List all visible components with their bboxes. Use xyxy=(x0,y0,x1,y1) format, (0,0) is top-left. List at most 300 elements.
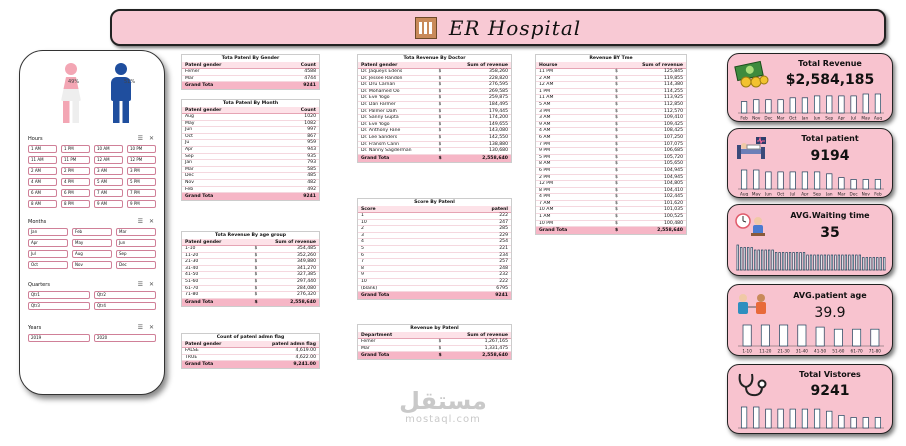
cell-number: 4,622.00 xyxy=(295,354,316,360)
cell-number: 228,820 xyxy=(489,75,508,81)
hour-chip[interactable]: 1 AM xyxy=(28,145,57,153)
cell-value xyxy=(251,279,320,285)
cell-number: 229 xyxy=(499,232,508,238)
sparkline-bar xyxy=(766,100,771,113)
cell-label: 5 PM xyxy=(539,154,551,160)
pivot-age-group xyxy=(181,231,320,307)
cell-number: 109,425 xyxy=(664,121,683,127)
currency-symbol: $ xyxy=(438,115,442,121)
cell-number: 114,380 xyxy=(664,82,683,88)
cell-label: Dr. Nanny Sagderman xyxy=(361,148,412,154)
table-row xyxy=(358,135,511,142)
pivot-hour xyxy=(535,54,687,235)
sparkline-bar xyxy=(778,172,783,189)
table-row xyxy=(182,348,319,355)
cell-label: 11 PM xyxy=(539,69,554,74)
cell-value xyxy=(251,69,320,75)
hour-chip[interactable]: 6 AM xyxy=(28,189,57,197)
hour-chip[interactable]: 12 AM xyxy=(94,156,123,164)
sparkline-bar xyxy=(827,174,832,189)
cell-label: 4 xyxy=(361,239,364,245)
pivot-month xyxy=(181,99,320,201)
cell-value xyxy=(435,239,512,245)
month-chip[interactable]: Dec xyxy=(116,261,156,269)
currency-symbol: $ xyxy=(254,246,258,251)
cell-number: 125,845 xyxy=(664,69,683,74)
sparkline-label: Oct xyxy=(776,191,785,196)
pivot-header xyxy=(358,206,511,213)
cell-value xyxy=(251,147,320,153)
grand-total-row xyxy=(358,292,511,299)
currency-symbol: $ xyxy=(438,82,442,88)
table-row xyxy=(182,147,319,154)
doctor-consult-icon xyxy=(734,291,770,319)
sparkline-bar xyxy=(740,248,742,271)
gender-figure xyxy=(28,57,156,129)
cell-value xyxy=(435,155,512,162)
sparkline-label: Dec xyxy=(764,115,773,120)
cell-number: 943 xyxy=(307,146,316,152)
money-icon xyxy=(734,60,770,88)
sparkline-bar xyxy=(824,255,826,270)
table-row xyxy=(358,128,511,135)
cell-label: Sep xyxy=(185,153,194,159)
cell-value xyxy=(435,95,512,101)
currency-symbol: $ xyxy=(615,82,618,88)
table-row xyxy=(358,239,511,246)
quarter-chip[interactable]: Qtr1 xyxy=(28,291,90,299)
cell-value xyxy=(435,69,512,75)
cell-value xyxy=(611,207,686,213)
currency-symbol: $ xyxy=(615,88,618,94)
pivot-header xyxy=(358,62,511,69)
months-slicer xyxy=(28,228,156,269)
table-row xyxy=(536,135,686,142)
sparkline-bar xyxy=(875,94,880,113)
hour-chip[interactable]: 4 PM xyxy=(61,178,90,186)
sparkline-bar xyxy=(866,258,868,271)
currency-symbol: $ xyxy=(438,128,442,134)
cell-label: 7 AM xyxy=(539,200,551,206)
table-row xyxy=(182,355,319,362)
currency-symbol: $ xyxy=(438,75,442,81)
cell-label: 11-20 xyxy=(185,252,199,258)
table-row xyxy=(536,102,686,109)
table-row xyxy=(358,220,511,227)
sparkline-bar xyxy=(798,325,806,346)
cell-number: 341,270 xyxy=(297,265,316,271)
currency-symbol: $ xyxy=(438,155,442,161)
cell-value xyxy=(435,109,512,115)
sparkline-label: 11-20 xyxy=(759,348,772,353)
hour-chip[interactable]: 7 AM xyxy=(94,189,123,197)
cell-value xyxy=(611,142,686,148)
cell-number: 1,267,165 xyxy=(484,339,508,344)
sparkline-bar xyxy=(831,255,833,270)
grand-total-row xyxy=(358,352,511,359)
months-slicer-title: Months xyxy=(28,218,47,225)
currency-symbol: $ xyxy=(438,95,442,101)
month-chip[interactable]: Nov xyxy=(72,261,112,269)
cell-number: 269,585 xyxy=(489,88,508,94)
cell-value xyxy=(611,82,686,88)
column-header[interactable]: Patenl gender xyxy=(185,63,222,68)
cell-label: 4 AM xyxy=(539,128,551,134)
column-header[interactable]: Patenl gender xyxy=(361,63,398,68)
sparkline-bar xyxy=(859,255,861,270)
cell-number: 276,320 xyxy=(297,292,316,298)
sparkline-bar xyxy=(754,407,759,428)
pivot-title: Tota Revenue By Doctor xyxy=(403,56,466,61)
cell-number: 184,495 xyxy=(489,101,508,107)
cell-label: 51-60 xyxy=(185,278,199,284)
filter-clear-icon[interactable]: ☰ ✕ xyxy=(137,218,156,225)
hour-chip[interactable]: 2 PM xyxy=(61,167,90,175)
currency-symbol: $ xyxy=(615,69,618,74)
currency-symbol: $ xyxy=(615,214,618,220)
month-chip[interactable]: Feb xyxy=(72,228,112,236)
cell-label: 2 xyxy=(361,226,364,232)
hour-chip[interactable]: 4 AM xyxy=(28,178,57,186)
cell-value xyxy=(435,102,512,108)
currency-symbol: $ xyxy=(615,121,618,127)
cell-label: FALSE xyxy=(185,348,199,353)
cell-label: 8 xyxy=(361,265,364,271)
sparkline-bar xyxy=(839,96,844,113)
currency-symbol: $ xyxy=(438,353,442,359)
watermark-latin: mostaql.com xyxy=(405,414,481,425)
currency-symbol: $ xyxy=(438,339,442,344)
currency-symbol: $ xyxy=(615,228,619,234)
table-row xyxy=(182,121,319,128)
currency-symbol: $ xyxy=(615,134,618,140)
cell-label: Grand Tota xyxy=(185,362,214,368)
sparkline-bar xyxy=(814,96,819,113)
sparkline-bar xyxy=(835,255,837,270)
currency-symbol: $ xyxy=(615,200,618,206)
cell-number: 108,425 xyxy=(664,128,683,134)
cell-number: 2,558,640 xyxy=(482,155,508,161)
filter-clear-icon[interactable]: ☰ ✕ xyxy=(137,281,156,288)
cell-label: Dr. Eve Yogo xyxy=(361,95,390,101)
cell-value xyxy=(251,266,320,272)
cell-number: 106,685 xyxy=(664,148,683,154)
hour-chip[interactable]: 9 PM xyxy=(127,200,156,208)
cell-number: 234 xyxy=(499,252,508,258)
cell-label: 8 AM xyxy=(539,161,551,167)
sparkline-bar xyxy=(741,102,746,113)
cell-label: Dr. Lee Sanders xyxy=(361,134,398,140)
cell-value xyxy=(251,167,320,173)
hour-chip[interactable]: 12 PM xyxy=(127,156,156,164)
pivot-header xyxy=(182,62,319,69)
kpi-visitors-sparkline xyxy=(738,405,884,431)
sparkline-bar xyxy=(851,96,856,113)
column-header: Sum of revenue xyxy=(467,63,508,68)
table-row xyxy=(536,221,686,228)
cell-value xyxy=(435,266,512,272)
month-chip[interactable]: Sep xyxy=(116,250,156,258)
cell-value xyxy=(251,246,320,252)
sparkline-bar xyxy=(863,180,868,190)
hour-chip[interactable]: 5 PM xyxy=(127,178,156,186)
sparkline-bar xyxy=(876,258,878,271)
cell-label: Dr. Anthony Fane xyxy=(361,128,401,134)
year-chip[interactable]: 2020 xyxy=(94,334,156,342)
month-chip[interactable]: Jan xyxy=(28,228,68,236)
cell-value xyxy=(611,194,686,200)
cell-value xyxy=(251,127,320,133)
cell-value xyxy=(435,259,512,265)
pivot-header xyxy=(358,332,511,339)
male-percent: 51% xyxy=(124,79,136,85)
sparkline-bar xyxy=(873,258,875,271)
currency-symbol: $ xyxy=(615,220,618,226)
title-banner xyxy=(110,9,886,46)
table-row xyxy=(536,194,686,201)
cell-number: 112,850 xyxy=(664,101,683,107)
cell-value xyxy=(251,76,320,82)
sparkline-bar xyxy=(851,418,856,429)
month-chip[interactable]: Jul xyxy=(28,250,68,258)
cell-value xyxy=(611,95,686,101)
table-row xyxy=(182,246,319,253)
cell-number: 105,650 xyxy=(664,161,683,167)
sparkline-bar xyxy=(802,172,807,189)
month-chip[interactable]: May xyxy=(72,239,112,247)
cell-label: 71-80 xyxy=(185,292,199,298)
table-row xyxy=(358,213,511,220)
sparkline-label: Jul xyxy=(851,115,857,120)
cell-value xyxy=(435,339,512,345)
hour-chip[interactable]: 11 PM xyxy=(61,156,90,164)
cell-number: 297,440 xyxy=(297,278,316,284)
sparkline-bar xyxy=(761,325,769,346)
pivot-header xyxy=(182,107,319,114)
sparkline-label: Jun xyxy=(813,115,821,120)
hour-chip[interactable]: 6 PM xyxy=(61,189,90,197)
hour-chip[interactable]: 10 PM xyxy=(127,145,156,153)
sparkline-bar xyxy=(741,407,746,428)
sparkline-bar xyxy=(754,170,759,189)
cell-number: 107,250 xyxy=(664,134,683,140)
cell-label: 9 xyxy=(361,272,364,278)
cell-number: 142,550 xyxy=(489,134,508,140)
cell-label: Jan xyxy=(185,160,193,166)
cell-label: 6 PM xyxy=(539,167,551,173)
sparkline-bar xyxy=(871,329,879,346)
table-row xyxy=(358,339,511,346)
hour-chip[interactable]: 5 AM xyxy=(94,178,123,186)
filter-clear-icon[interactable]: ☰ ✕ xyxy=(137,324,156,331)
cell-number: 100,525 xyxy=(664,214,683,220)
cell-number: 997 xyxy=(307,127,316,133)
sparkline-bar xyxy=(800,253,802,271)
table-row xyxy=(358,246,511,253)
sparkline-bar xyxy=(779,253,781,271)
cell-value xyxy=(251,299,320,306)
cell-number: 101,035 xyxy=(664,207,683,213)
column-header[interactable]: Patenl gender xyxy=(185,240,222,245)
cell-number: 1,331,475 xyxy=(484,345,508,351)
sparkline-bar xyxy=(821,255,823,270)
cell-label: Feb xyxy=(185,186,194,192)
cell-label: Grand Tota xyxy=(361,155,390,161)
cell-label: 2 PM xyxy=(539,174,551,180)
cell-number: 222 xyxy=(499,278,508,284)
kpi-age-card xyxy=(727,284,893,356)
sparkline-bar xyxy=(768,250,770,270)
cell-value xyxy=(251,187,320,193)
hour-chip[interactable]: 3 PM xyxy=(127,167,156,175)
column-header[interactable]: Department xyxy=(361,333,393,338)
cell-number: 259,875 xyxy=(489,95,508,101)
sparkline-bar xyxy=(863,258,865,271)
filter-clear-icon[interactable]: ☰ ✕ xyxy=(137,135,156,142)
cell-label: Mar xyxy=(185,166,194,172)
cell-label: 31-40 xyxy=(185,265,199,271)
hour-chip[interactable]: 3 AM xyxy=(94,167,123,175)
cell-value xyxy=(611,89,686,95)
cell-label: 5 xyxy=(361,245,364,251)
cell-value xyxy=(435,233,512,239)
table-row xyxy=(182,167,319,174)
cell-value xyxy=(435,89,512,95)
cell-number: 143,080 xyxy=(489,128,508,134)
hour-chip[interactable]: 9 AM xyxy=(94,200,123,208)
sparkline-bar xyxy=(758,250,760,270)
sparkline-bar xyxy=(803,253,805,271)
currency-symbol: $ xyxy=(438,148,442,154)
cell-label: 41-50 xyxy=(185,272,199,278)
cell-label: Dr. Sanny Gupta xyxy=(361,115,399,121)
sparkline-bar xyxy=(807,255,809,270)
cell-number: 2,558,640 xyxy=(482,353,508,359)
cell-label: Grand Tota xyxy=(185,83,214,89)
kpi-patients-sparkline xyxy=(738,168,884,196)
sparkline-bar xyxy=(780,325,788,346)
table-row xyxy=(182,160,319,167)
sparkline-label: Sep xyxy=(813,191,822,196)
column-header: Sum of revenue xyxy=(275,240,316,245)
month-chip[interactable]: Apr xyxy=(28,239,68,247)
column-header: Count xyxy=(300,63,316,68)
currency-symbol: $ xyxy=(254,292,258,298)
hour-chip[interactable]: 2 AM xyxy=(28,167,57,175)
currency-symbol: $ xyxy=(438,345,442,351)
hour-chip[interactable]: 8 PM xyxy=(61,200,90,208)
sparkline-bar xyxy=(765,250,767,270)
column-header[interactable]: Patenl gender xyxy=(185,342,222,347)
quarter-chip[interactable]: Qtr2 xyxy=(94,291,156,299)
cell-value xyxy=(251,253,320,259)
column-header[interactable]: Score xyxy=(361,207,376,212)
month-chip[interactable]: Oct xyxy=(28,261,68,269)
cell-number: 482 xyxy=(307,179,316,185)
month-chip[interactable]: Jun xyxy=(116,239,156,247)
cell-number: 104,805 xyxy=(664,181,683,187)
sparkline-bar xyxy=(839,178,844,189)
cell-number: 254 xyxy=(499,239,508,245)
month-chip[interactable]: Aug xyxy=(72,250,112,258)
cell-number: 352,260 xyxy=(297,252,316,258)
cell-number: 104,945 xyxy=(664,174,683,180)
sparkline-bar xyxy=(793,253,795,271)
cell-label: 5 AM xyxy=(539,101,551,107)
cell-number: 2,558,640 xyxy=(290,299,316,305)
cell-value xyxy=(611,161,686,167)
kpi-age-title: AVG.patient age xyxy=(793,291,867,300)
quarter-chip[interactable]: Qtr3 xyxy=(28,302,90,310)
cell-label: Grand Tota xyxy=(539,228,568,234)
table-row xyxy=(182,140,319,147)
cell-label: (blank) xyxy=(361,285,378,291)
column-header[interactable]: Patenl gender xyxy=(185,108,222,113)
cell-number: 9241 xyxy=(303,83,316,89)
hour-chip[interactable]: 7 PM xyxy=(127,189,156,197)
sparkline-label: 71-80 xyxy=(868,348,881,353)
sparkline-bar xyxy=(778,100,783,113)
hour-chip[interactable]: 8 AM xyxy=(28,200,57,208)
currency-symbol: $ xyxy=(438,101,442,107)
cell-label: Grand Tota xyxy=(361,353,390,359)
cell-number: 867 xyxy=(307,133,316,139)
currency-symbol: $ xyxy=(438,69,442,74)
cell-label: Grand Tota xyxy=(185,299,214,305)
cell-label: May xyxy=(185,120,195,126)
cell-label: 4 PM xyxy=(539,194,551,200)
sparkline-bar xyxy=(814,409,819,428)
cell-value xyxy=(611,155,686,161)
cell-number: 232 xyxy=(499,272,508,278)
cell-value xyxy=(251,140,320,146)
year-chip[interactable]: 2019 xyxy=(28,334,90,342)
cell-number: 101,620 xyxy=(664,200,683,206)
cell-label: 10 PM xyxy=(539,220,554,226)
cell-number: 104,945 xyxy=(664,167,683,173)
sparkline-bar xyxy=(782,253,784,271)
column-header[interactable]: Hourse xyxy=(539,63,558,68)
cell-number: 959 xyxy=(307,140,316,146)
cell-value xyxy=(435,292,512,299)
sparkline-bar xyxy=(827,96,832,113)
hour-chip[interactable]: 10 AM xyxy=(94,145,123,153)
currency-symbol: $ xyxy=(615,207,618,213)
sparkline-label: 1-10 xyxy=(742,348,752,353)
sparkline-label: 41-50 xyxy=(814,348,827,353)
cell-number: 104,410 xyxy=(664,187,683,193)
cell-number: 284,080 xyxy=(297,285,316,291)
table-row xyxy=(536,181,686,188)
sparkline-bar xyxy=(754,100,759,113)
cell-number: 585 xyxy=(307,166,316,172)
hour-chip[interactable]: 11 AM xyxy=(28,156,57,164)
quarter-chip[interactable]: Qtr4 xyxy=(94,302,156,310)
pivot-title: Tota Revenue By age group xyxy=(214,233,287,238)
month-chip[interactable]: Mar xyxy=(116,228,156,236)
table-row xyxy=(358,69,511,76)
column-header: patenl xyxy=(491,207,508,212)
currency-symbol: $ xyxy=(254,252,258,258)
sparkline-bar xyxy=(766,409,771,428)
pivot-score xyxy=(357,198,512,300)
hours-slicer-title: Hours xyxy=(28,135,43,142)
hour-chip[interactable]: 1 PM xyxy=(61,145,90,153)
cell-number: 221 xyxy=(499,245,508,251)
currency-symbol: $ xyxy=(615,154,618,160)
table-row xyxy=(182,127,319,134)
table-row xyxy=(358,259,511,266)
